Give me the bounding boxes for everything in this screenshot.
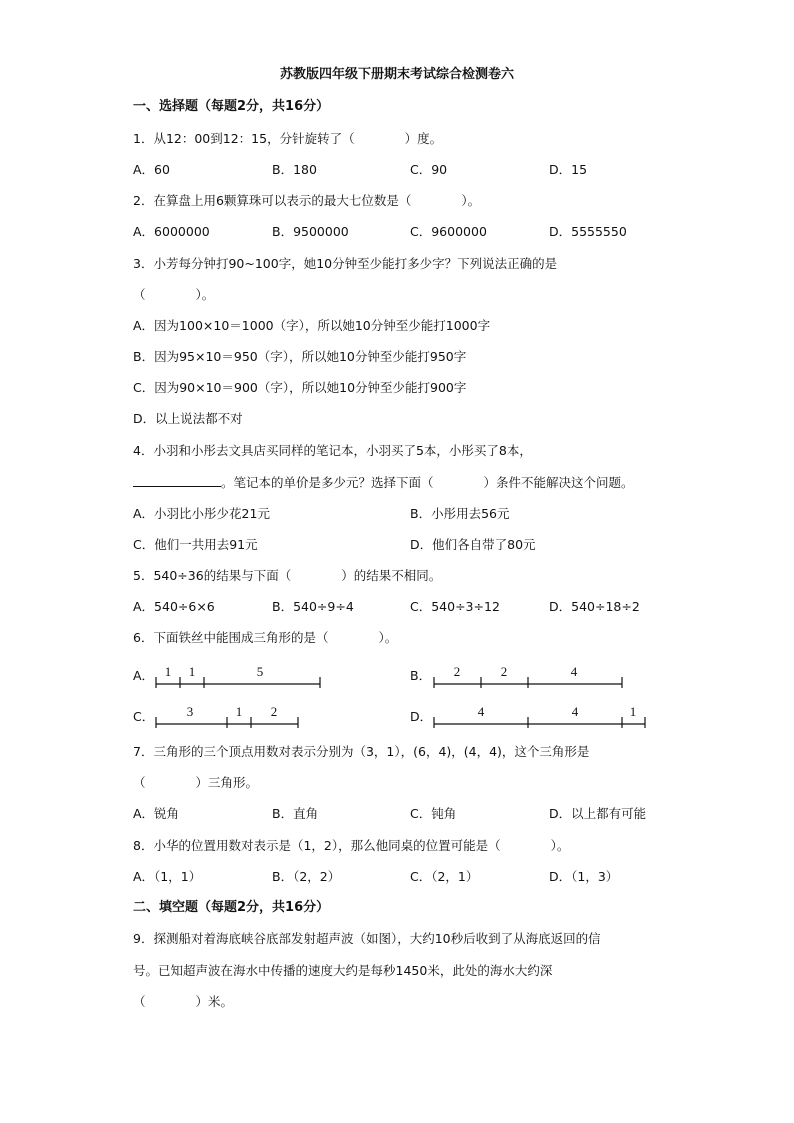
q2-option-a[interactable]: A．6000000 bbox=[133, 224, 210, 239]
q8-option-d[interactable]: D．（1，3） bbox=[549, 869, 619, 884]
q6-option-a-wire bbox=[152, 660, 327, 690]
question-1-stem: 1．从12：00到12：15，分针旋转了（ ）度。 bbox=[133, 131, 443, 146]
segment-length: 2 bbox=[500, 664, 508, 679]
segment-length: 5 bbox=[256, 664, 264, 679]
question-9-line-3: （ ）米。 bbox=[133, 994, 234, 1009]
q3-option-a[interactable]: A．因为100×10＝1000（字），所以她10分钟至少能打1000字 bbox=[133, 318, 491, 333]
question-5-stem: 5．540÷36的结果与下面（ ）的结果不相同。 bbox=[133, 568, 442, 583]
q4-option-a[interactable]: A．小羽比小彤少花21元 bbox=[133, 506, 270, 521]
question-9-line-2: 号。已知超声波在海水中传播的速度大约是每秒1450米，此处的海水大约深 bbox=[133, 963, 553, 978]
q8-option-a[interactable]: A．（1，1） bbox=[133, 869, 202, 884]
q2-option-c[interactable]: C．9600000 bbox=[410, 224, 487, 239]
q8-option-b[interactable]: B．（2，2） bbox=[272, 869, 341, 884]
page-title: 苏教版四年级下册期末考试综合检测卷六 bbox=[279, 67, 514, 82]
segment-length: 1 bbox=[629, 704, 637, 719]
segment-length: 1 bbox=[235, 704, 243, 719]
answer-blank-line[interactable] bbox=[133, 473, 221, 487]
q4-option-d[interactable]: D．他们各自带了80元 bbox=[410, 537, 536, 552]
q4-option-b[interactable]: B．小彤用去56元 bbox=[410, 506, 510, 521]
q5-option-d[interactable]: D．540÷18÷2 bbox=[549, 599, 640, 614]
question-3-stem: 3．小芳每分钟打90~100字，她10分钟至少能打多少字？下列说法正确的是 bbox=[133, 256, 558, 271]
segment-length: 3 bbox=[186, 704, 194, 719]
q6-option-b-wire bbox=[428, 660, 628, 690]
q1-option-d[interactable]: D．15 bbox=[549, 162, 588, 177]
question-4-stem: 4．小羽和小彤去文具店买同样的笔记本，小羽买了5本，小彤买了8本， bbox=[133, 443, 532, 458]
q8-option-c[interactable]: C．（2，1） bbox=[410, 869, 479, 884]
q6-option-d-label[interactable]: D． bbox=[410, 709, 433, 724]
question-3-blank: （ ）。 bbox=[133, 287, 215, 302]
segment-length: 2 bbox=[453, 664, 461, 679]
q7-option-b[interactable]: B．直角 bbox=[272, 806, 319, 821]
q1-option-c[interactable]: C．90 bbox=[410, 162, 448, 177]
question-6-stem: 6．下面铁丝中能围成三角形的是（ ）。 bbox=[133, 630, 398, 645]
question-7-blank: （ ）三角形。 bbox=[133, 775, 259, 790]
q2-option-d[interactable]: D．5555550 bbox=[549, 224, 627, 239]
q7-option-d[interactable]: D．以上都有可能 bbox=[549, 806, 647, 821]
q6-option-b-label[interactable]: B． bbox=[410, 668, 432, 683]
q4-option-c[interactable]: C．他们一共用去91元 bbox=[133, 537, 258, 552]
segment-length: 4 bbox=[571, 704, 579, 719]
question-7-stem: 7．三角形的三个顶点用数对表示分别为（3，1），(6，4)，(4，4)，这个三角形是 bbox=[133, 744, 590, 759]
question-8-stem: 8．小华的位置用数对表示是（1，2），那么他同桌的位置可能是（ ）。 bbox=[133, 838, 570, 853]
question-4-stem-2-text: 。笔记本的单价是多少元？选择下面（ ）条件不能解决这个问题。 bbox=[221, 475, 634, 490]
q5-option-a[interactable]: A．540÷6×6 bbox=[133, 599, 215, 614]
question-2-stem: 2．在算盘上用6颗算珠可以表示的最大七位数是（ ）。 bbox=[133, 193, 481, 208]
question-4-stem-2 bbox=[133, 473, 634, 491]
question-9-line-1: 9．探测船对着海底峡谷底部发射超声波（如图），大约10秒后收到了从海底返回的信 bbox=[133, 931, 601, 946]
segment-length: 1 bbox=[164, 664, 172, 679]
q1-option-a[interactable]: A．60 bbox=[133, 162, 170, 177]
segment-length: 1 bbox=[188, 664, 196, 679]
section-heading-choice: 一、选择题（每题2分，共16分） bbox=[133, 99, 330, 114]
section-heading-fill: 二、填空题（每题2分，共16分） bbox=[133, 900, 330, 915]
q3-option-d[interactable]: D．以上说法都不对 bbox=[133, 411, 243, 426]
q6-option-a-label[interactable]: A． bbox=[133, 668, 155, 683]
q7-option-c[interactable]: C．钝角 bbox=[410, 806, 457, 821]
segment-length: 2 bbox=[270, 704, 278, 719]
segment-length: 4 bbox=[570, 664, 578, 679]
q6-option-d-wire bbox=[428, 700, 653, 730]
q5-option-b[interactable]: B．540÷9÷4 bbox=[272, 599, 354, 614]
q3-option-b[interactable]: B．因为95×10＝950（字），所以她10分钟至少能打950字 bbox=[133, 349, 467, 364]
q1-option-b[interactable]: B．180 bbox=[272, 162, 317, 177]
q6-option-c-label[interactable]: C． bbox=[133, 709, 155, 724]
q2-option-b[interactable]: B．9500000 bbox=[272, 224, 349, 239]
q6-option-c-wire bbox=[152, 700, 307, 730]
segment-length: 4 bbox=[477, 704, 485, 719]
q3-option-c[interactable]: C．因为90×10＝900（字），所以她10分钟至少能打900字 bbox=[133, 380, 467, 395]
q5-option-c[interactable]: C．540÷3÷12 bbox=[410, 599, 500, 614]
q7-option-a[interactable]: A．锐角 bbox=[133, 806, 180, 821]
